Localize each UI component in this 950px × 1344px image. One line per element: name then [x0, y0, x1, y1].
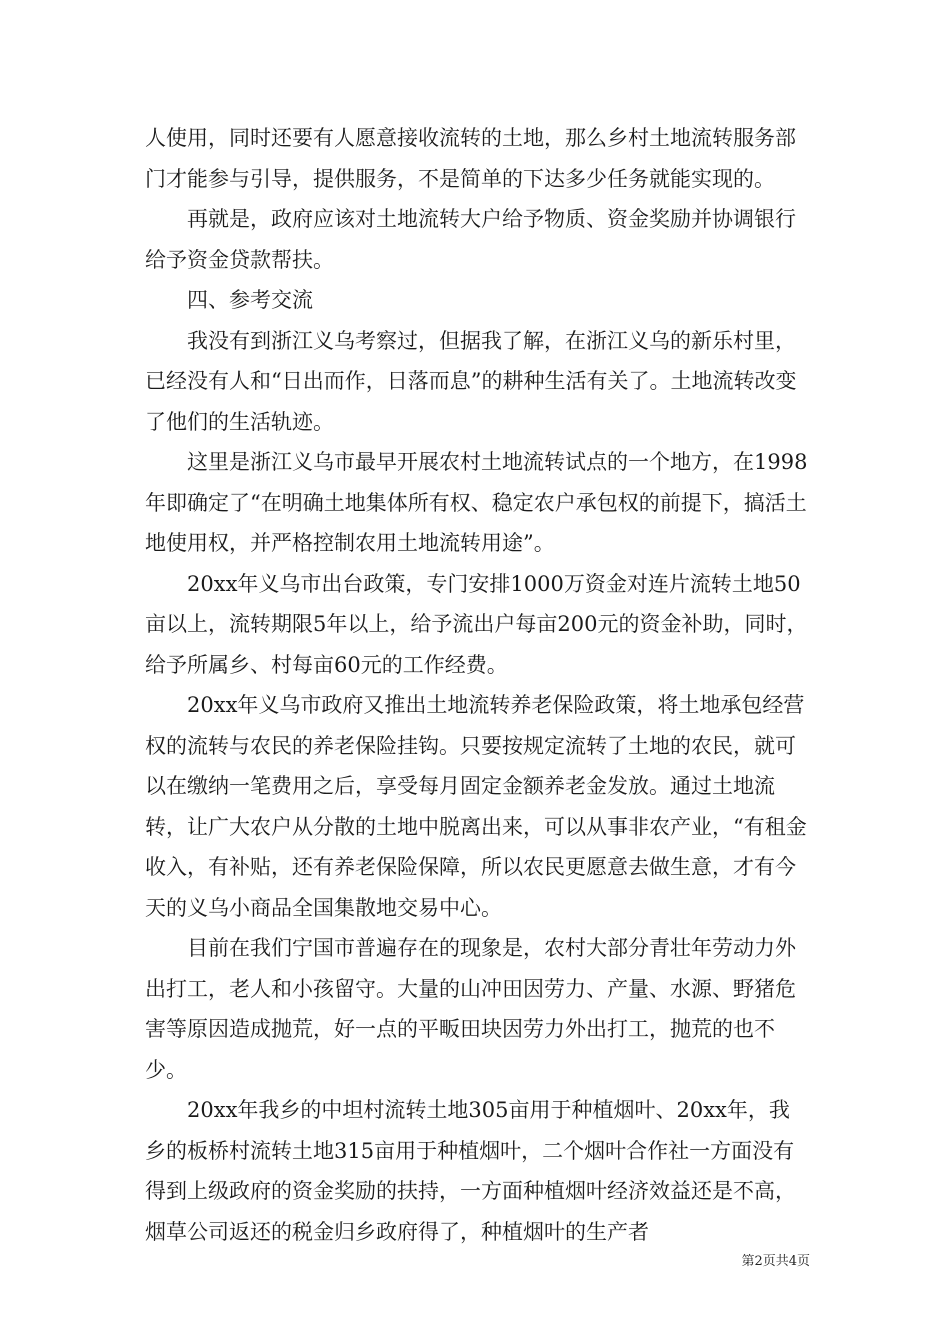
section-heading: 四、参考交流: [187, 288, 313, 312]
document-body: [145, 118, 810, 1252]
paragraph-9: 20xx年我乡的中坦村流转土地305亩用于种植烟叶、20xx年，我乡的板桥村流转土地315亩用于种植烟叶，二个烟叶合作社一方面没有得到上级政府的资金奖励的扶持，一方面种植烟叶经济效益还是不高，烟草公司返还的税金归乡政府得了，种植烟叶的生产者: [145, 1098, 796, 1244]
paragraph-2: 再就是，政府应该对土地流转大户给予物质、资金奖励并协调银行给予资金贷款帮扶。: [145, 207, 796, 272]
paragraph-5: 这里是浙江义乌市最早开展农村土地流转试点的一个地方，在1998年即确定了“在明确土地集体所有权、稳定农户承包权的前提下，搞活土地使用权，并严格控制农用土地流转用途”。: [145, 450, 808, 555]
paragraph-1: 人使用，同时还要有人愿意接收流转的土地，那么乡村土地流转服务部门才能参与引导，提供服务，不是简单的下达多少任务就能实现的。: [145, 126, 796, 191]
paragraph-7: 20xx年义乌市政府又推出土地流转养老保险政策，将土地承包经营权的流转与农民的养老保险挂钩。只要按规定流转了土地的农民，就可以在缴纳一笔费用之后，享受每月固定金额养老金发放。通过土地流转，让广大农户从分散的土地中脱离出来，可以从事非农产业，“有租金收入，有补贴，还有养老保险保障，所以农民更愿意去做生意，才有今天的义乌小商品全国集散地交易中心。: [145, 693, 807, 920]
paragraph-8: 目前在我们宁国市普遍存在的现象是，农村大部分青壮年劳动力外出打工，老人和小孩留守。大量的山冲田因劳力、产量、水源、野猪危害等原因造成抛荒，好一点的平畈田块因劳力外出打工，抛荒的也不少。: [145, 936, 796, 1082]
paragraph-4: 我没有到浙江义乌考察过，但据我了解，在浙江义乌的新乐村里，已经没有人和“日出而作，日落而息”的耕种生活有关了。土地流转改变了他们的生活轨迹。: [145, 328, 797, 434]
paragraph-6: 20xx年义乌市出台政策，专门安排1000万资金对连片流转土地50亩以上，流转期限5年以上，给予流出户每亩200元的资金补助，同时，给予所属乡、村每亩60元的工作经费。: [145, 571, 808, 677]
page-number: 第2页共4页: [741, 1254, 810, 1269]
